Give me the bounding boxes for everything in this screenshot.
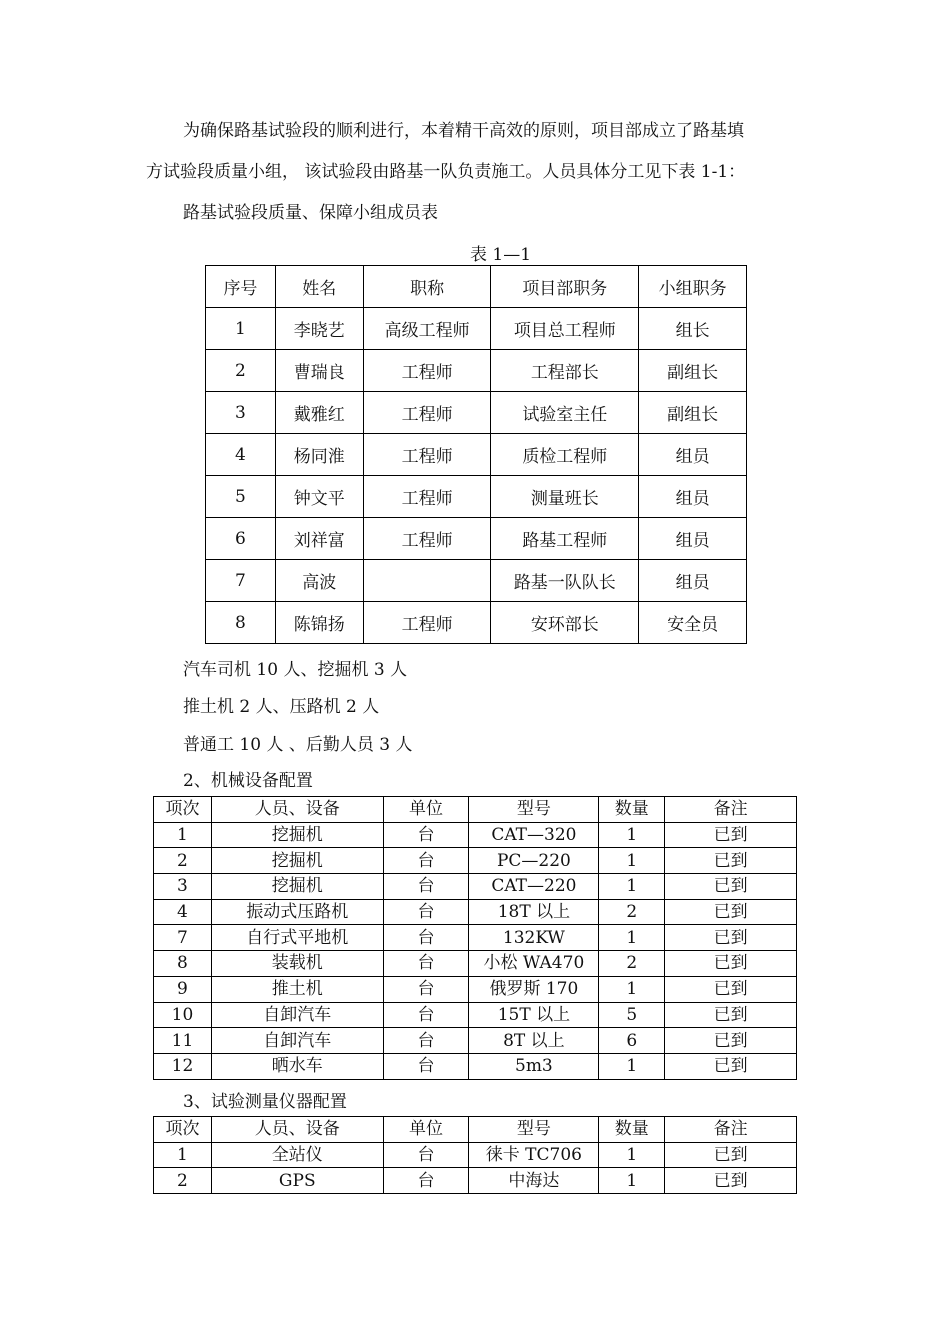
machines-table-row	[154, 1002, 797, 1028]
instruments-table-cell: 全站仪	[211, 1142, 383, 1168]
members-table-row	[206, 560, 747, 602]
machines-table-cell: 1	[154, 822, 212, 848]
members-table-row	[206, 518, 747, 560]
machines-table-cell: 自卸汽车	[211, 1028, 383, 1054]
members-table-cell: 刘祥富	[275, 518, 363, 560]
machines-table-cell: 1	[599, 976, 665, 1002]
members-table-cell: 组员	[639, 560, 747, 602]
machines-table-cell: 挖掘机	[211, 874, 383, 900]
members-table-cell: 工程师	[363, 392, 491, 434]
machines-table-cell: 8T 以上	[469, 1028, 599, 1054]
members-table-cell	[363, 560, 491, 602]
members-table-cell: 路基一队队长	[491, 560, 639, 602]
machines-table-cell: 台	[383, 1002, 469, 1028]
machines-table-cell: 振动式压路机	[211, 899, 383, 925]
instruments-table-cell: 1	[154, 1142, 212, 1168]
machines-table-cell: 6	[599, 1028, 665, 1054]
machines-table-cell: CAT—220	[469, 874, 599, 900]
machines-table-cell: 已到	[665, 822, 797, 848]
machines-table-cell: 2	[599, 951, 665, 977]
machines-table-cell: 台	[383, 874, 469, 900]
instruments-table-row	[154, 1168, 797, 1194]
members-table-cell: 2	[206, 350, 276, 392]
instruments-table-cell: 1	[599, 1168, 665, 1194]
members-table-cell: 高波	[275, 560, 363, 602]
machines-table	[153, 796, 797, 1080]
instruments-table-cell: 中海达	[469, 1168, 599, 1194]
machines-table-cell: 台	[383, 951, 469, 977]
table-caption: 表 1—1	[470, 245, 532, 265]
machines-table-cell: 台	[383, 899, 469, 925]
machines-table-cell: 15T 以上	[469, 1002, 599, 1028]
members-table-cell: 工程师	[363, 602, 491, 644]
machines-table-cell: 台	[383, 976, 469, 1002]
machines-table-cell: 1	[599, 925, 665, 951]
machines-table-cell: 已到	[665, 1053, 797, 1079]
machines-table-row	[154, 822, 797, 848]
machines-table-row	[154, 951, 797, 977]
members-table-cell: 组员	[639, 476, 747, 518]
machines-table-cell: 推土机	[211, 976, 383, 1002]
machines-table-cell: 9	[154, 976, 212, 1002]
members-table	[205, 265, 747, 644]
members-table-cell: 质检工程师	[491, 434, 639, 476]
machines-table-cell: 11	[154, 1028, 212, 1054]
members-table-row	[206, 392, 747, 434]
machines-table-cell: 5	[599, 1002, 665, 1028]
machines-table-header-cell: 人员、设备	[211, 797, 383, 823]
machines-table-header-cell: 项次	[154, 797, 212, 823]
members-table-cell: 6	[206, 518, 276, 560]
members-table-cell: 8	[206, 602, 276, 644]
intro-line-2: 方试验段质量小组， 该试验段由路基一队负责施工。人员具体分工见下表 1-1：	[146, 162, 746, 182]
machines-table-cell: 台	[383, 848, 469, 874]
members-table-cell: 试验室主任	[491, 392, 639, 434]
machines-table-cell: 2	[599, 899, 665, 925]
members-table-cell: 李晓艺	[275, 308, 363, 350]
machines-table-cell: 晒水车	[211, 1053, 383, 1079]
machines-table-cell: 已到	[665, 899, 797, 925]
members-table-cell: 安全员	[639, 602, 747, 644]
members-table-cell: 陈锦扬	[275, 602, 363, 644]
machines-table-cell: 7	[154, 925, 212, 951]
instruments-table-cell: 台	[383, 1142, 469, 1168]
members-table-cell: 5	[206, 476, 276, 518]
members-table-header-cell: 职称	[363, 266, 491, 308]
machines-table-cell: 自行式平地机	[211, 925, 383, 951]
members-table-cell: 曹瑞良	[275, 350, 363, 392]
members-table-cell: 工程师	[363, 350, 491, 392]
machines-table-cell: 台	[383, 1028, 469, 1054]
machines-table-cell: 12	[154, 1053, 212, 1079]
machines-table-cell: 已到	[665, 1002, 797, 1028]
machines-table-cell: 已到	[665, 925, 797, 951]
machines-table-cell: 10	[154, 1002, 212, 1028]
members-table-cell: 戴雅红	[275, 392, 363, 434]
machines-table-cell: 俄罗斯 170	[469, 976, 599, 1002]
members-table-header-cell: 小组职务	[639, 266, 747, 308]
machines-table-cell: 已到	[665, 976, 797, 1002]
members-table-cell: 7	[206, 560, 276, 602]
machines-table-cell: PC—220	[469, 848, 599, 874]
instruments-table	[153, 1116, 797, 1194]
members-table-cell: 工程师	[363, 518, 491, 560]
machines-table-cell: 装载机	[211, 951, 383, 977]
instruments-table-header-cell: 人员、设备	[211, 1117, 383, 1143]
instruments-table-cell: 2	[154, 1168, 212, 1194]
members-table-row	[206, 308, 747, 350]
instruments-table-cell: 已到	[665, 1142, 797, 1168]
members-table-cell: 组员	[639, 434, 747, 476]
instruments-table-cell: GPS	[211, 1168, 383, 1194]
instruments-table-cell: 已到	[665, 1168, 797, 1194]
instruments-table-header-cell: 项次	[154, 1117, 212, 1143]
machines-table-row	[154, 899, 797, 925]
staff-line-2: 推土机 2 人、压路机 2 人	[183, 697, 380, 717]
machines-table-cell: 1	[599, 822, 665, 848]
instruments-table-cell: 徕卡 TC706	[469, 1142, 599, 1168]
members-table-cell: 组长	[639, 308, 747, 350]
members-table-cell: 工程师	[363, 434, 491, 476]
machines-table-row	[154, 976, 797, 1002]
table-title: 路基试验段质量、保障小组成员表	[183, 203, 438, 223]
instruments-table-cell: 台	[383, 1168, 469, 1194]
staff-line-3: 普通工 10 人 、后勤人员 3 人	[183, 735, 413, 755]
machines-table-cell: 台	[383, 822, 469, 848]
instruments-table-header-row	[154, 1117, 797, 1143]
machines-table-row	[154, 925, 797, 951]
members-table-row	[206, 476, 747, 518]
instruments-table-header-cell: 数量	[599, 1117, 665, 1143]
machines-table-row	[154, 874, 797, 900]
members-table-header-row	[206, 266, 747, 308]
instruments-table-header-cell: 型号	[469, 1117, 599, 1143]
machines-table-header-cell: 备注	[665, 797, 797, 823]
machines-table-cell: 132KW	[469, 925, 599, 951]
members-table-cell: 副组长	[639, 392, 747, 434]
members-table-cell: 工程部长	[491, 350, 639, 392]
intro-line-1: 为确保路基试验段的顺利进行，本着精干高效的原则，项目部成立了路基填	[183, 121, 744, 141]
machines-table-cell: 18T 以上	[469, 899, 599, 925]
members-table-cell: 钟文平	[275, 476, 363, 518]
members-table-cell: 高级工程师	[363, 308, 491, 350]
machines-table-cell: 2	[154, 848, 212, 874]
machines-table-header-cell: 型号	[469, 797, 599, 823]
machines-table-cell: 自卸汽车	[211, 1002, 383, 1028]
machines-table-row	[154, 1028, 797, 1054]
machines-table-cell: 小松 WA470	[469, 951, 599, 977]
members-table-row	[206, 434, 747, 476]
machines-table-cell: 台	[383, 925, 469, 951]
members-table-cell: 路基工程师	[491, 518, 639, 560]
machines-table-cell: 3	[154, 874, 212, 900]
members-table-cell: 组员	[639, 518, 747, 560]
instruments-heading: 3、试验测量仪器配置	[183, 1092, 347, 1112]
members-table-row	[206, 350, 747, 392]
members-table-cell: 工程师	[363, 476, 491, 518]
machines-table-cell: 1	[599, 874, 665, 900]
machines-table-cell: 1	[599, 1053, 665, 1079]
members-table-cell: 项目总工程师	[491, 308, 639, 350]
members-table-cell: 测量班长	[491, 476, 639, 518]
machines-table-header-row	[154, 797, 797, 823]
machines-table-cell: CAT—320	[469, 822, 599, 848]
members-table-cell: 4	[206, 434, 276, 476]
staff-line-1: 汽车司机 10 人、挖掘机 3 人	[183, 660, 408, 680]
members-table-cell: 1	[206, 308, 276, 350]
machines-heading: 2、机械设备配置	[183, 771, 313, 791]
members-table-cell: 杨同淮	[275, 434, 363, 476]
machines-table-row	[154, 1053, 797, 1079]
members-table-header-cell: 序号	[206, 266, 276, 308]
instruments-table-header-cell: 备注	[665, 1117, 797, 1143]
machines-table-cell: 8	[154, 951, 212, 977]
members-table-cell: 副组长	[639, 350, 747, 392]
machines-table-header-cell: 数量	[599, 797, 665, 823]
machines-table-header-cell: 单位	[383, 797, 469, 823]
machines-table-cell: 已到	[665, 874, 797, 900]
machines-table-cell: 台	[383, 1053, 469, 1079]
instruments-table-cell: 1	[599, 1142, 665, 1168]
members-table-cell: 3	[206, 392, 276, 434]
members-table-header-cell: 姓名	[275, 266, 363, 308]
machines-table-cell: 已到	[665, 1028, 797, 1054]
members-table-cell: 安环部长	[491, 602, 639, 644]
members-table-row	[206, 602, 747, 644]
machines-table-cell: 4	[154, 899, 212, 925]
instruments-table-header-cell: 单位	[383, 1117, 469, 1143]
machines-table-cell: 1	[599, 848, 665, 874]
machines-table-cell: 挖掘机	[211, 848, 383, 874]
machines-table-cell: 挖掘机	[211, 822, 383, 848]
machines-table-cell: 5m3	[469, 1053, 599, 1079]
members-table-header-cell: 项目部职务	[491, 266, 639, 308]
machines-table-cell: 已到	[665, 951, 797, 977]
instruments-table-row	[154, 1142, 797, 1168]
machines-table-row	[154, 848, 797, 874]
machines-table-cell: 已到	[665, 848, 797, 874]
